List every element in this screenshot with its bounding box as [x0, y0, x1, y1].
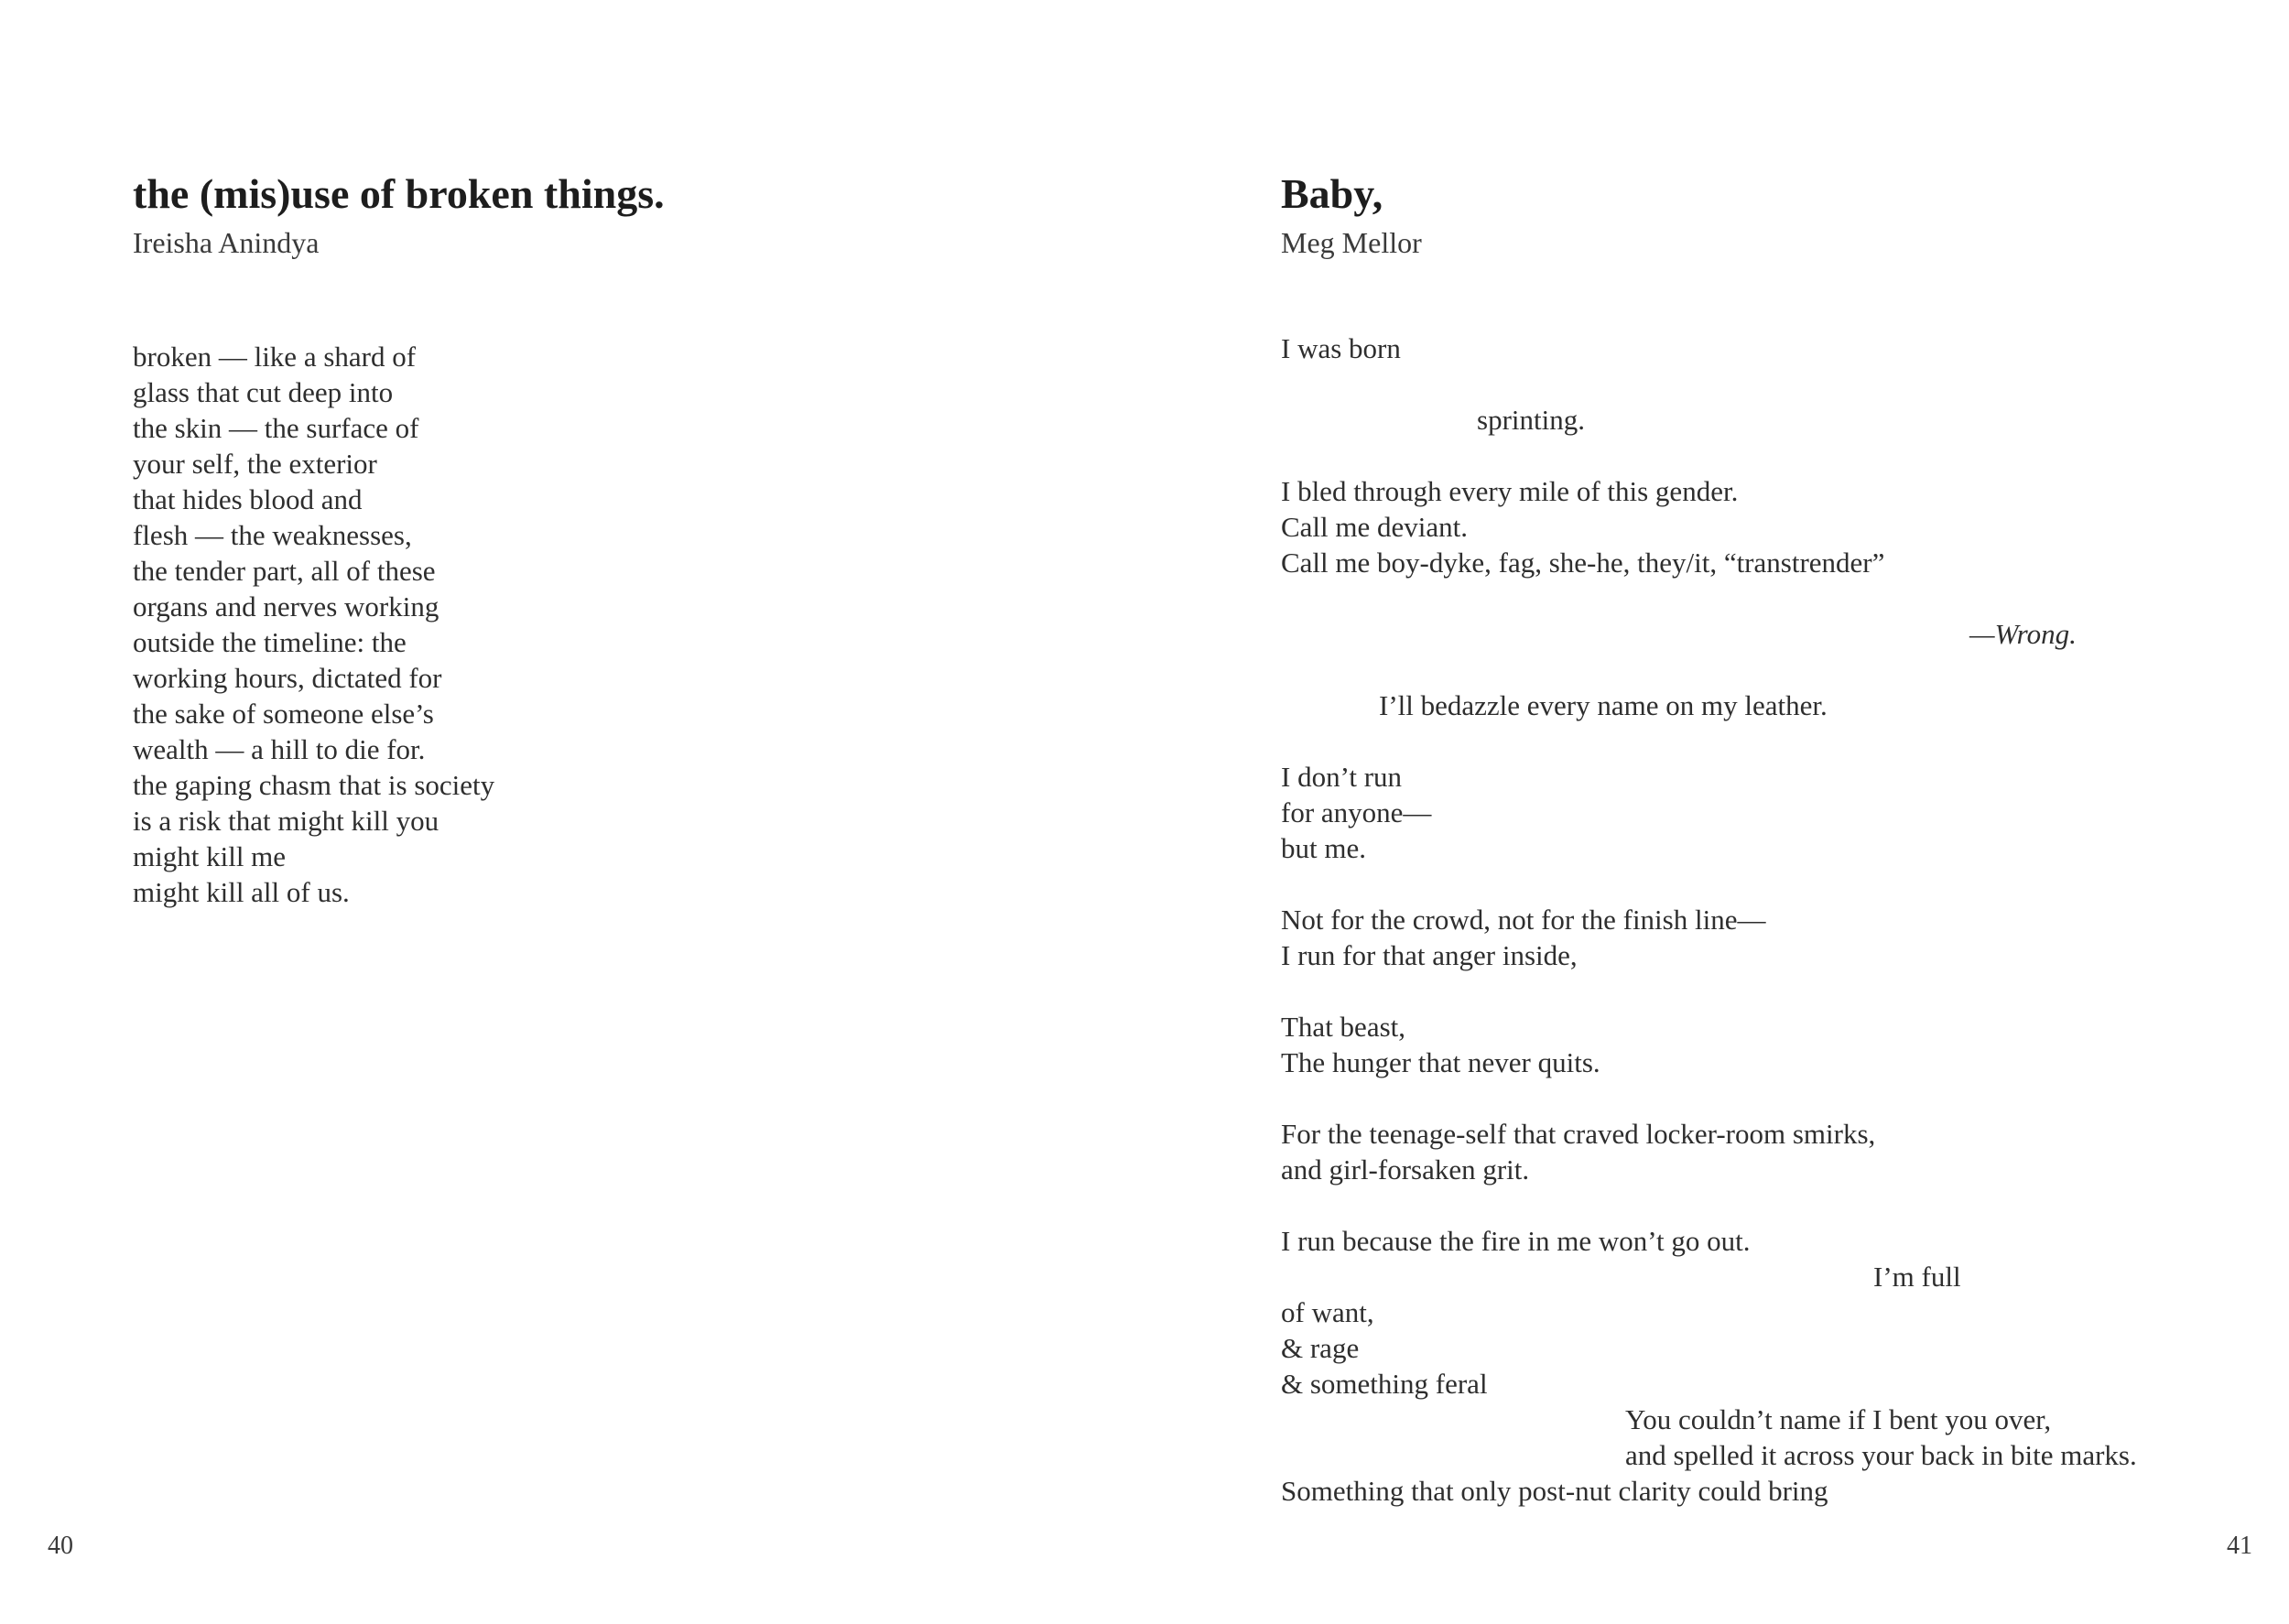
poem-line: organs and nerves working [133, 590, 439, 623]
poem-line: You couldn’t name if I bent you over, [1625, 1403, 2052, 1435]
right-page [1144, 0, 2289, 1624]
poem-line: —Wrong. [1969, 618, 2077, 650]
poem-line: might kill me [133, 840, 287, 872]
poem-line: I’m full [1873, 1261, 1961, 1293]
poem-line: for anyone— [1281, 796, 1432, 828]
poem-line: Not for the crowd, not for the finish line— [1281, 904, 1766, 936]
poem-line: and girl-forsaken grit. [1281, 1153, 1530, 1186]
poem-line: That beast, [1281, 1011, 1406, 1043]
poem-line: your self, the exterior [133, 448, 377, 480]
poem-line: working hours, dictated for [133, 662, 442, 694]
poem-line: but me. [1281, 832, 1366, 864]
poem-title: Baby, [1281, 170, 1383, 217]
poem-line: and spelled it across your back in bite marks. [1625, 1439, 2137, 1471]
poem-line: Call me boy-dyke, fag, she-he, they/it, “transtrender” [1281, 547, 1885, 579]
poem-line: I’ll bedazzle every name on my leather. [1379, 689, 1828, 721]
poem-line: Something that only post-nut clarity could bring [1281, 1475, 1828, 1507]
poem-author: Meg Mellor [1281, 226, 1422, 259]
poem-line: Call me deviant. [1281, 511, 1469, 543]
poem-line: flesh — the weaknesses, [133, 519, 412, 551]
poem-line: that hides blood and [133, 483, 363, 515]
poem-line: the gaping chasm that is society [133, 769, 495, 801]
poem-line: sprinting. [1477, 404, 1585, 436]
poem-line: the skin — the surface of [133, 412, 419, 444]
poem-author: Ireisha Anindya [133, 226, 320, 259]
poem-line: & something feral [1281, 1368, 1488, 1400]
poem-line: I was born [1281, 332, 1401, 364]
poem-line: I run for that anger inside, [1281, 939, 1578, 971]
poem-line: is a risk that might kill you [133, 805, 439, 837]
poem-line: I don’t run [1281, 761, 1403, 793]
poem-line: the sake of someone else’s [133, 698, 434, 730]
poem-line: I bled through every mile of this gender. [1281, 475, 1739, 507]
poem-line: & rage [1281, 1332, 1360, 1364]
poem-line: of want, [1281, 1296, 1374, 1328]
poem-line: I run because the fire in me won’t go out. [1281, 1225, 1751, 1257]
poem-line: For the teenage-self that craved locker-room smirks, [1281, 1118, 1876, 1150]
poem-title: the (mis)use of broken things. [133, 170, 665, 217]
poem-line: might kill all of us. [133, 876, 350, 908]
left-page [0, 0, 1144, 1624]
poem-line: outside the timeline: the [133, 626, 407, 658]
poem-line: glass that cut deep into [133, 376, 394, 408]
poem-line: the tender part, all of these [133, 555, 436, 587]
poem-line: wealth — a hill to die for. [133, 733, 426, 765]
poem-line: broken — like a shard of [133, 341, 417, 373]
page-number: 41 [2227, 1532, 2252, 1560]
poem-line: The hunger that never quits. [1281, 1046, 1600, 1078]
page-number: 40 [48, 1532, 73, 1560]
